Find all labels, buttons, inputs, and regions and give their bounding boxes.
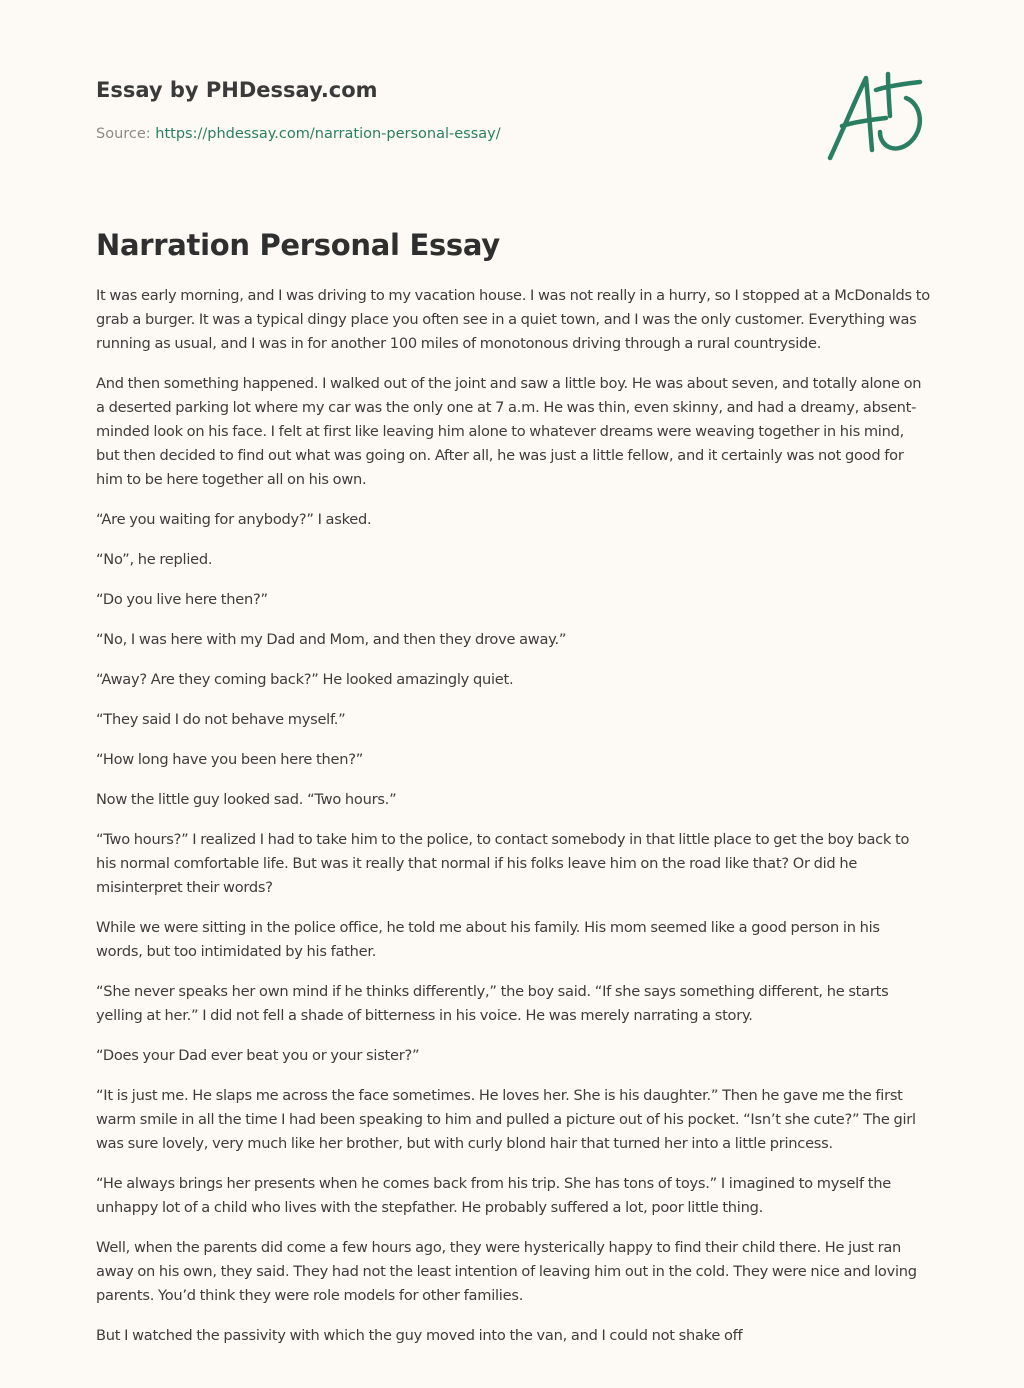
essay-paragraph: Now the little guy looked sad. “Two hours.” — [96, 791, 397, 808]
essay-paragraph: “Does your Dad ever beat you or your sister?” — [96, 1047, 420, 1064]
a-plus-logo-icon — [822, 68, 926, 164]
essay-paragraph: And then something happened. I walked out of the joint and saw a little boy. He was about seven, and totally alone on a deserted parking lot where my car was the only one at 7 a.m. He was thin, even skinny, and had a dreamy, absent-minded look on his face. I felt at first like leaving him alone to whatever dreams were weaving together in his mind, but then decided to find out what was going on. After all, he was just a little fellow, and it certainly was not good for him to be here together all on his own. — [96, 375, 922, 488]
essay-paragraph: While we were sitting in the police office, he told me about his family. His mom seemed like a good person in his words, but too intimidated by his father. — [96, 919, 880, 960]
source-label: Source: — [96, 126, 151, 142]
source-link[interactable]: https://phdessay.com/narration-personal-essay/ — [155, 126, 501, 142]
site-brand: Essay by PHDessay.com — [96, 78, 378, 102]
essay-paragraph: “Away? Are they coming back?” He looked amazingly quiet. — [96, 671, 514, 688]
source-line — [96, 124, 928, 144]
essay-paragraph: “He always brings her presents when he comes back from his trip. She has tons of toys.” I imagined to myself the unhappy lot of a child who lives with the stepfather. He probably suffered a lot, poor little thing. — [96, 1175, 891, 1216]
essay-paragraph: “Do you live here then?” — [96, 591, 268, 608]
essay-title: Narration Personal Essay — [96, 228, 500, 262]
essay-paragraph: Well, when the parents did come a few hours ago, they were hysterically happy to find their child there. He just ran away on his own, they said. They had not the least intention of leaving him out in the cold. They were nice and loving parents. You’d think they were role models for other families. — [96, 1239, 917, 1304]
essay-paragraph: “No”, he replied. — [96, 551, 213, 568]
essay-paragraph: But I watched the passivity with which the guy moved into the van, and I could not shake off — [96, 1327, 743, 1344]
essay-paragraph: “Two hours?” I realized I had to take him to the police, to contact somebody in that little place to get the boy back to his normal comfortable life. But was it really that normal if his folks leave him on the road like that? Or did he misinterpret their words? — [96, 831, 910, 896]
essay-paragraph: “No, I was here with my Dad and Mom, and then they drove away.” — [96, 631, 567, 648]
essay-paragraph: “It is just me. He slaps me across the face sometimes. He loves her. She is his daughter.” Then he gave me the first warm smile in all the time I had been speaking to him and pulled a picture out of his pocket. “Isn’t she cute?” The girl was sure lovely, very much like her brother, but with curly blond hair that turned her into a little princess. — [96, 1087, 916, 1152]
page-header — [96, 76, 928, 144]
essay-paragraph: It was early morning, and I was driving to my vacation house. I was not really in a hurry, so I stopped at a McDonalds to grab a burger. It was a typical dingy place you often see in a quiet town, and I was the only customer. Everything was running as usual, and I was in for another 100 miles of monotonous driving through a rural countryside. — [96, 287, 930, 352]
essay-paragraph: “They said I do not behave myself.” — [96, 711, 346, 728]
essay-paragraph: “Are you waiting for anybody?” I asked. — [96, 511, 372, 528]
essay-body — [96, 284, 930, 1364]
essay-paragraph: “She never speaks her own mind if he thinks differently,” the boy said. “If she says something different, he starts yelling at her.” I did not fell a shade of bitterness in his voice. He was merely narrating a story. — [96, 983, 889, 1024]
essay-paragraph: “How long have you been here then?” — [96, 751, 364, 768]
